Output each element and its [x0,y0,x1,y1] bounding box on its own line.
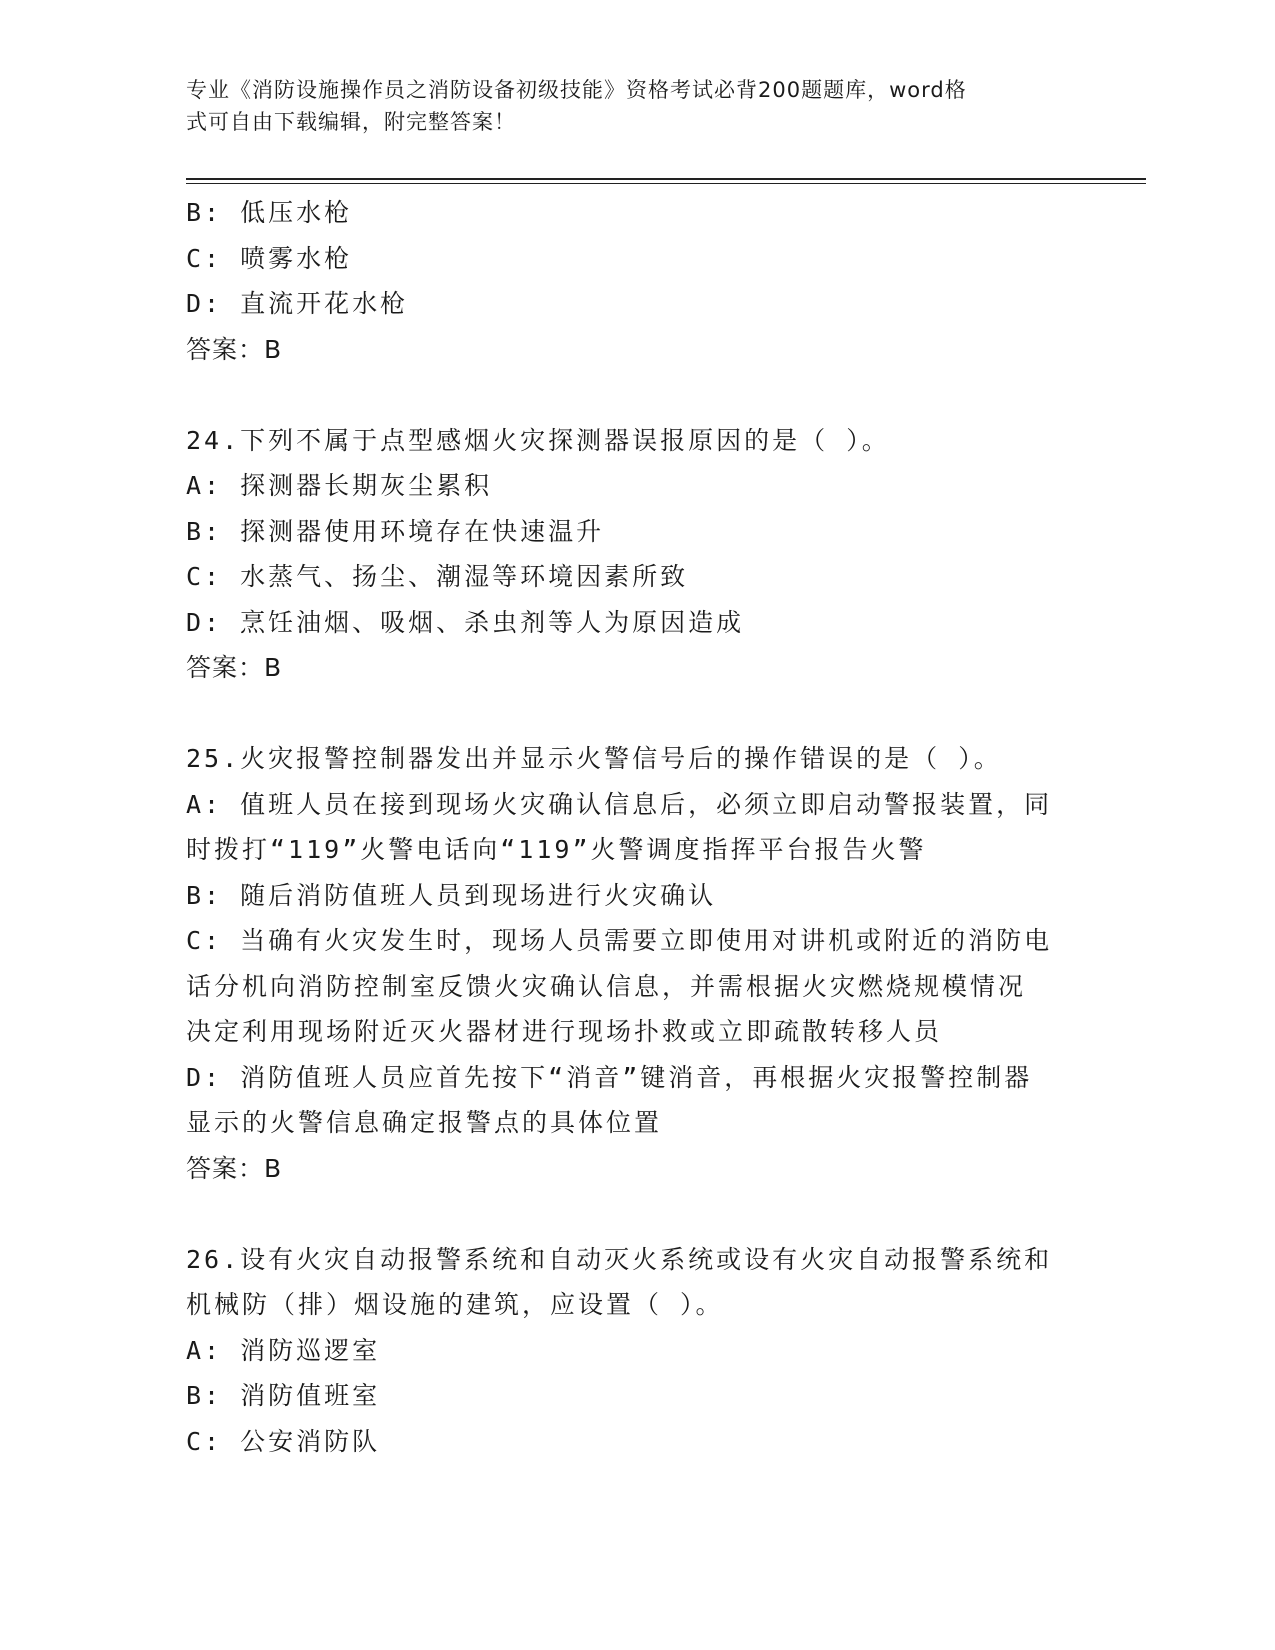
q25-answer: 答案：B [186,1153,283,1183]
q25-option-d-line1: D: 消防值班人员应首先按下“消音”键消音，再根据火灾报警控制器 [186,1062,1033,1092]
lead-option-d: D: 直流开花水枪 [186,289,409,318]
document-header [186,74,1066,138]
q25-option-a-line2: 时拨打“119”火警电话向“119”火警调度指挥平台报告火警 [186,835,927,864]
q24-option-c: C: 水蒸气、扬尘、潮湿等环境因素所致 [186,562,689,591]
question-content [186,190,1066,1464]
lead-option-b: B: 低压水枪 [186,198,353,227]
lead-answer: 答案：B [186,334,283,364]
q25-option-b: B: 随后消防值班人员到现场进行火灾确认 [186,880,717,910]
q24-option-d: D: 烹饪油烟、吸烟、杀虫剂等人为原因造成 [186,607,745,637]
q26-option-b: B: 消防值班室 [186,1381,381,1410]
header-rule-thick [186,178,1146,180]
lead-option-c: C: 喷雾水枪 [186,243,353,273]
q26-question-line2: 机械防（排）烟设施的建筑，应设置（ ）。 [186,1290,724,1319]
q24-answer: 答案：B [186,653,283,682]
q25-question: 25.火灾报警控制器发出并显示火警信号后的操作错误的是（ ）。 [186,744,1002,773]
header-rule-thin [186,183,1146,184]
q25-option-c-line2: 话分机向消防控制室反馈火灾确认信息，并需根据火灾燃烧规模情况 [186,971,1027,1001]
q25-option-c-line3: 决定利用现场附近灭火器材进行现场扑救或立即疏散转移人员 [186,1017,943,1046]
spacer [186,1191,1066,1237]
q26-question-line1: 26.设有火灾自动报警系统和自动灭火系统或设有火灾自动报警系统和 [186,1244,1053,1274]
q24-question: 24.下列不属于点型感烟火灾探测器误报原因的是（ ）。 [186,425,890,455]
q25-option-c-line1: C: 当确有火灾发生时，现场人员需要立即使用对讲机或附近的消防电 [186,926,1053,955]
q24-option-b: B: 探测器使用环境存在快速温升 [186,516,605,546]
spacer [186,691,1066,737]
header-line-2: 式可自由下载编辑，附完整答案！ [186,110,516,134]
q25-option-d-line2: 显示的火警信息确定报警点的具体位置 [186,1108,663,1137]
q26-option-c: C: 公安消防队 [186,1426,381,1456]
header-line-1: 专业《消防设施操作员之消防设备初级技能》资格考试必背200题题库，word格 [186,78,967,102]
q24-option-a: A: 探测器长期灰尘累积 [186,471,493,500]
q26-option-a: A: 消防巡逻室 [186,1335,381,1365]
spacer [186,372,1066,418]
q25-option-a-line1: A: 值班人员在接到现场火灾确认信息后，必须立即启动警报装置，同 [186,789,1053,819]
